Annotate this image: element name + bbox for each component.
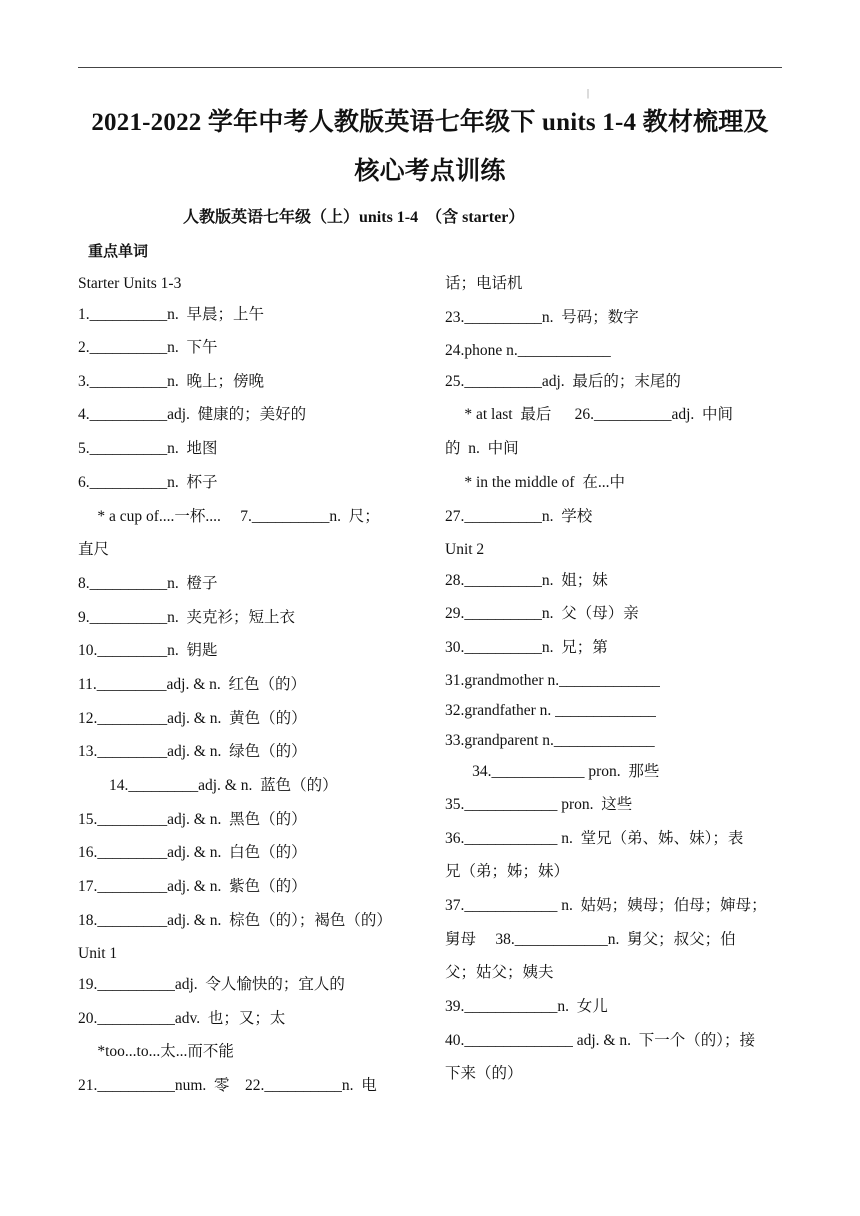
section-heading: 重点单词 — [88, 244, 149, 260]
vocab-line: 36.____________ n. 堂兄（弟、姊、妹）；表 — [445, 830, 744, 847]
vocab-line: 28.__________n. 姐；妹 — [445, 572, 608, 589]
vocab-line: * at last 最后 26.__________adj. 中间 — [445, 406, 734, 423]
vocab-line: 的 n. 中间 — [445, 440, 519, 457]
vocab-line: 29.__________n. 父（母）亲 — [445, 605, 639, 622]
vocab-line: 23.__________n. 号码；数字 — [445, 309, 639, 326]
document-title-line-2: 核心考点训练 — [354, 158, 506, 185]
vocab-line: 15._________adj. & n. 黑色（的） — [78, 811, 307, 828]
header-rule — [78, 67, 782, 68]
vocab-line: 35.____________ pron. 这些 — [445, 796, 633, 813]
vocab-line: *too...to...太...而不能 — [78, 1043, 234, 1060]
vocab-line: 14._________adj. & n. 蓝色（的） — [78, 777, 338, 794]
vocab-line: 父；姑父；姨夫 — [445, 964, 554, 981]
vocab-line: 31.grandmother n._____________ — [445, 672, 660, 689]
unit-heading: Unit 2 — [445, 541, 485, 558]
vocab-line: 直尺 — [78, 541, 110, 558]
vocab-line: 24.phone n.____________ — [445, 342, 611, 359]
vocab-line: 11._________adj. & n. 红色（的） — [78, 676, 307, 693]
vocab-line: 18._________adj. & n. 棕色（的）；褐色（的） — [78, 912, 392, 929]
unit-heading: Unit 1 — [78, 945, 118, 962]
vocab-line: 19.__________adj. 令人愉快的；宜人的 — [78, 976, 345, 993]
vocab-line: 32.grandfather n. _____________ — [445, 702, 656, 719]
vocab-line: 39.____________n. 女儿 — [445, 998, 608, 1015]
vocab-line: 40.______________ adj. & n. 下一个（的）；接 — [445, 1032, 755, 1049]
vocab-line: 13._________adj. & n. 绿色（的） — [78, 743, 307, 760]
vocab-line: 2.__________n. 下午 — [78, 339, 218, 356]
vocab-line: * a cup of....一杯.... 7.__________n. 尺； — [78, 508, 380, 525]
vocab-line: 9.__________n. 夹克衫；短上衣 — [78, 609, 296, 626]
vocab-line: 5.__________n. 地图 — [78, 440, 218, 457]
vocab-line: 34.____________ pron. 那些 — [445, 763, 660, 780]
vocab-line: 33.grandparent n._____________ — [445, 732, 655, 749]
vocab-line: * in the middle of 在...中 — [445, 474, 625, 491]
vocab-line: 25.__________adj. 最后的；末尾的 — [445, 373, 681, 390]
vocab-line: 16._________adj. & n. 白色（的） — [78, 844, 307, 861]
vocab-line: Starter Units 1-3 — [78, 275, 182, 292]
vocab-line: 21.__________num. 零 22.__________n. 电 — [78, 1077, 377, 1094]
document-subtitle: 人教版英语七年级（上）units 1-4 （含 starter） — [183, 209, 525, 226]
vocab-line: 8.__________n. 橙子 — [78, 575, 218, 592]
vocab-line: 17._________adj. & n. 紫色（的） — [78, 878, 307, 895]
vocab-line: 下来（的） — [445, 1065, 523, 1082]
vocab-line: 30.__________n. 兄；第 — [445, 639, 608, 656]
vocab-line: 话；电话机 — [445, 275, 523, 292]
vocab-line: 舅母 38.____________n. 舅父；叔父；伯 — [445, 931, 736, 948]
vocab-line: 6.__________n. 杯子 — [78, 474, 218, 491]
vocab-line: 27.__________n. 学校 — [445, 508, 593, 525]
vocab-line: 10._________n. 钥匙 — [78, 642, 218, 659]
vocab-line: 12._________adj. & n. 黄色（的） — [78, 710, 307, 727]
vocab-line: 3.__________n. 晚上；傍晚 — [78, 373, 265, 390]
vocab-line: 4.__________adj. 健康的；美好的 — [78, 406, 307, 423]
document-title-line-1: 2021-2022 学年中考人教版英语七年级下 units 1-4 教材梳理及 — [91, 109, 769, 136]
vocab-line: 1.__________n. 早晨；上午 — [78, 306, 265, 323]
header-tick-mark: | — [587, 88, 590, 99]
vocab-line: 37.____________ n. 姑妈；姨母；伯母；婶母； — [445, 897, 767, 914]
vocab-line: 20.__________adv. 也；又；太 — [78, 1010, 286, 1027]
vocab-line: 兄（弟；姊；妹） — [445, 863, 570, 880]
